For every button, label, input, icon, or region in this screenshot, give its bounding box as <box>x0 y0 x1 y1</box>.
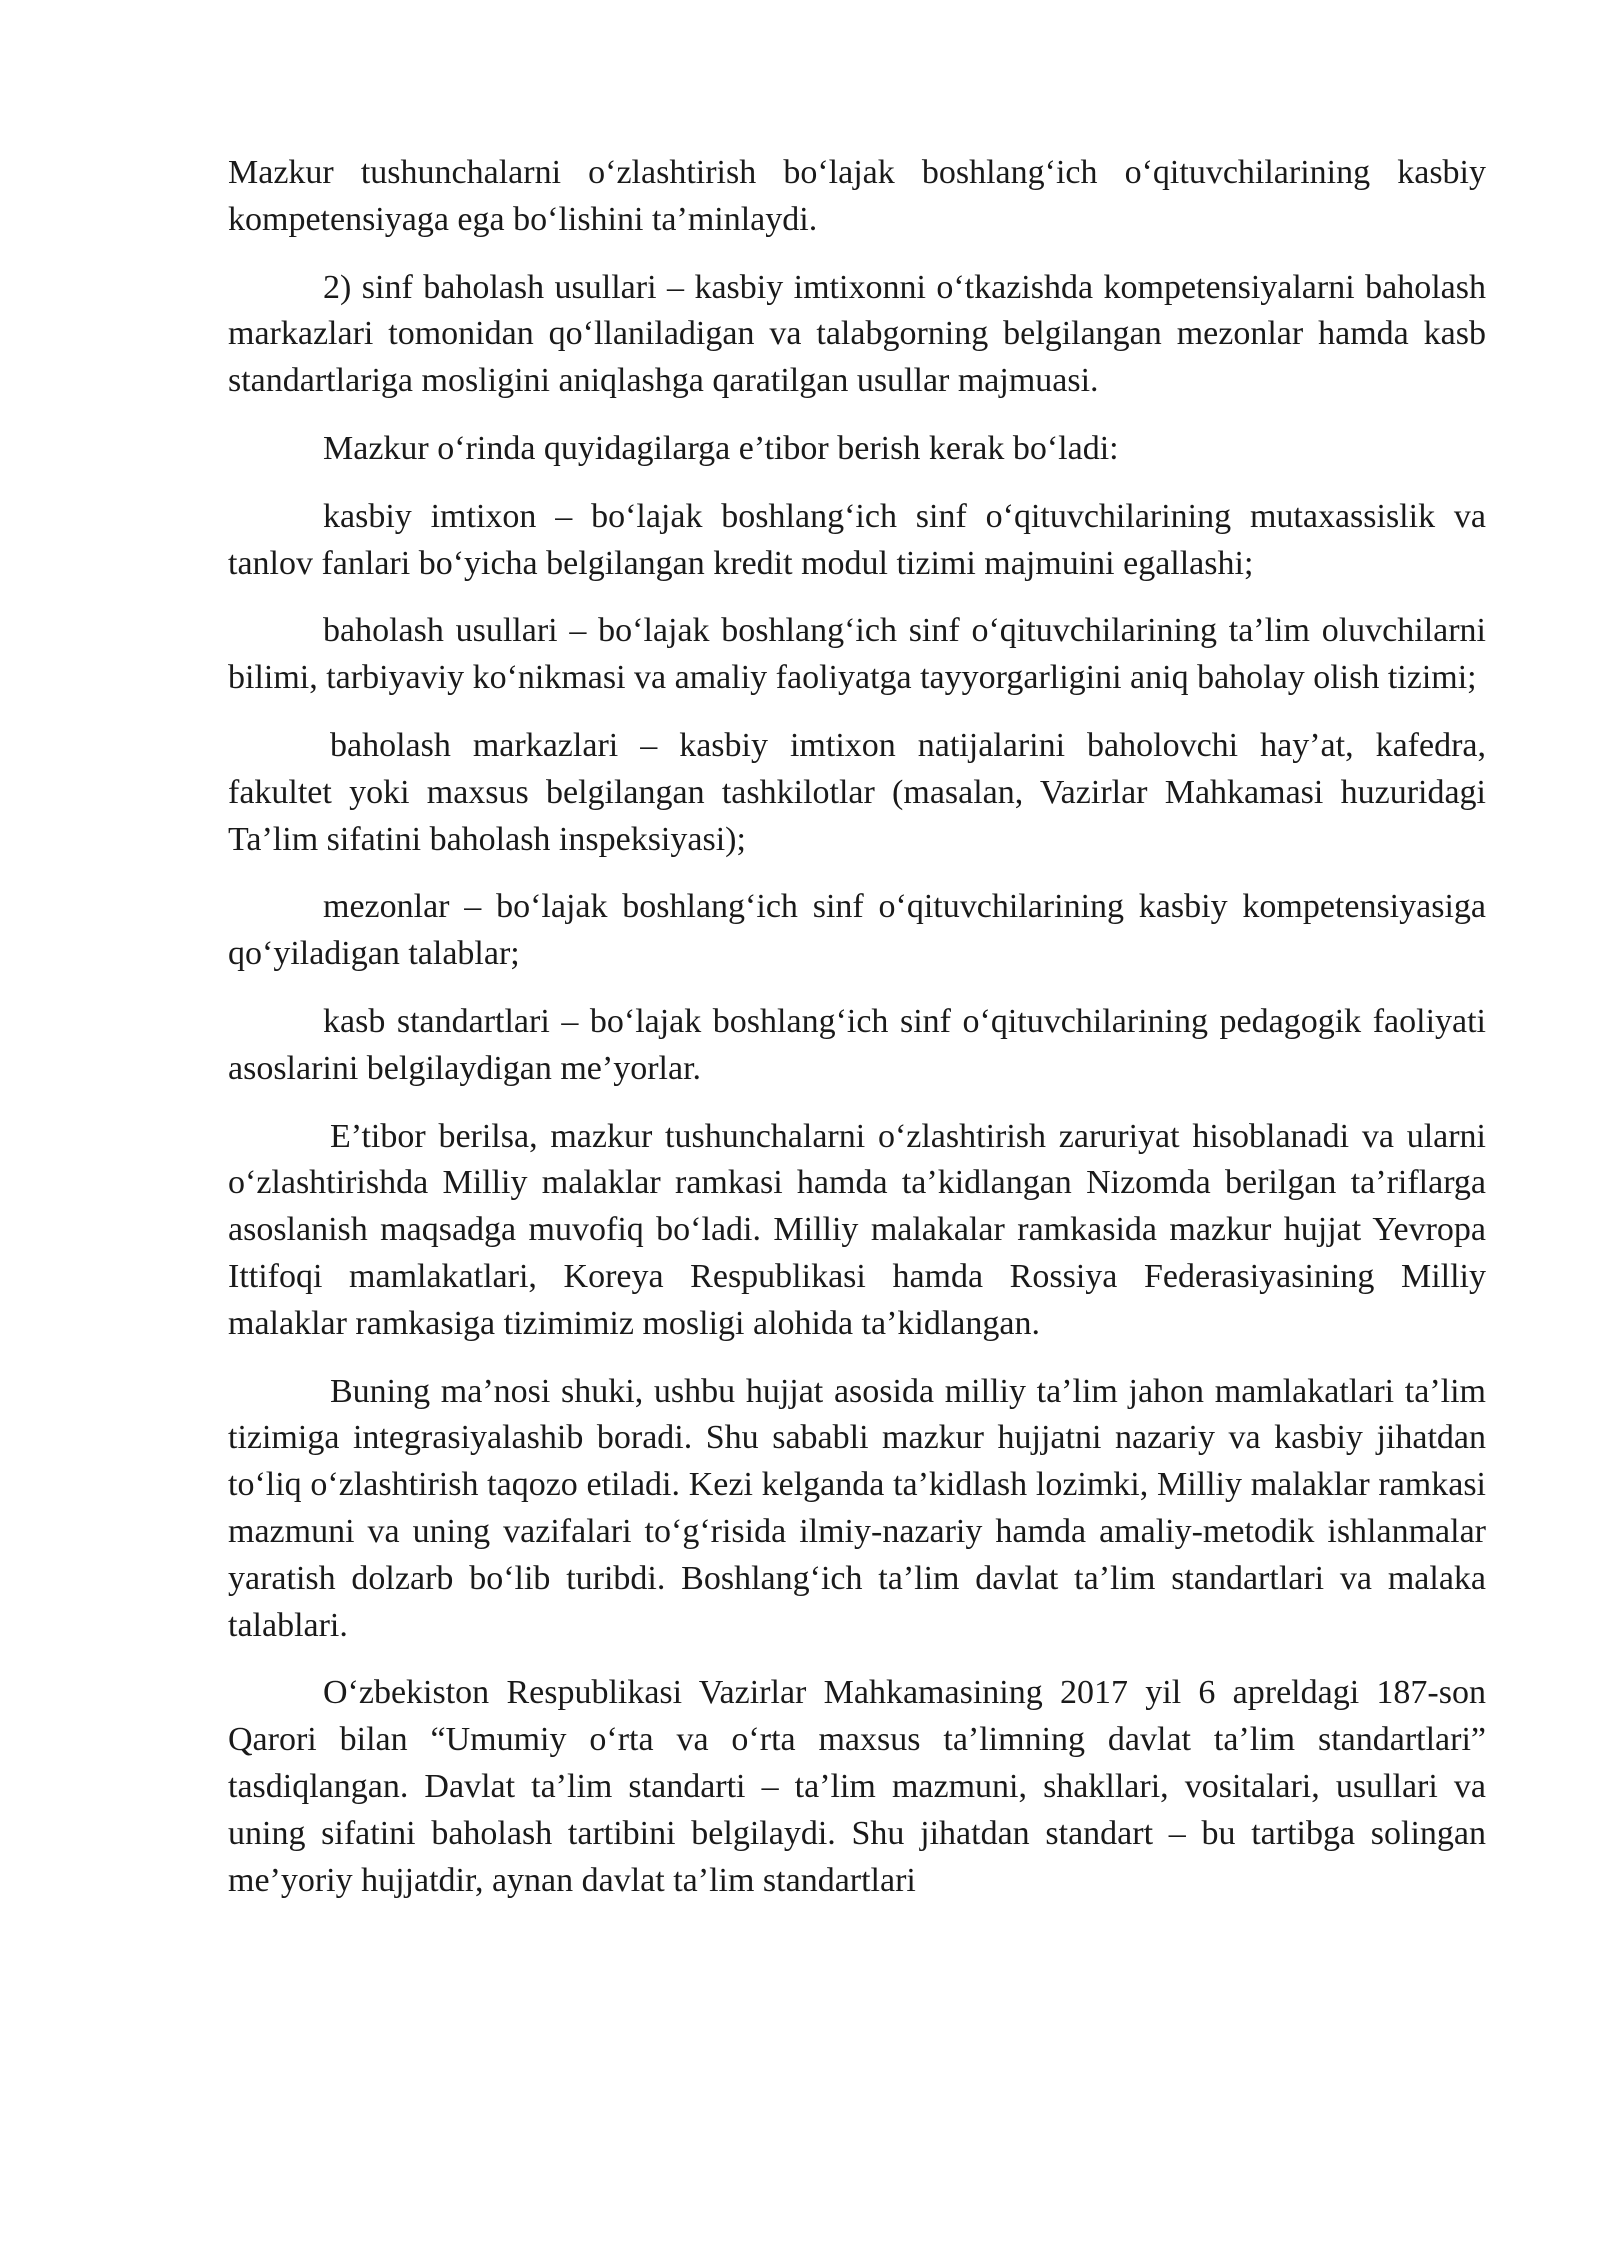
paragraph-national-framework: E’tibor berilsa, mazkur tushunchalarni o‘zlashtirish zaruriyat hisoblanadi va ularni o‘zlashtirishda Milliy malaklar ramkasi hamda ta’kidlangan Nizomda berilgan ta’riflarga asoslanish maqsadga muvofiq bo‘ladi. Milliy malakalar ramkasida mazkur hujjat Yevropa Ittifoqi mamlakatlari, Koreya Respublikasi hamda Rossiya Federasiyasining Milliy malaklar ramkasiga tizimimiz mosligi alohida ta’kidlangan. <box>228 1117 1486 1342</box>
paragraph-professional-exam: kasbiy imtixon – bo‘lajak boshlang‘ich sinf o‘qituvchilarining mutaxassislik va tanlov fanlari bo‘yicha belgilangan kredit modul tizimi majmuini egallashi; <box>228 497 1486 582</box>
paragraph-criteria: mezonlar – bo‘lajak boshlang‘ich sinf o‘qituvchilarining kasbiy kompetensiyasiga qo‘yiladigan talablar; <box>228 888 1486 973</box>
paragraph-competence-intro: Mazkur tushunchalarni o‘zlashtirish bo‘lajak boshlang‘ich o‘qituvchilarining kasbiy kompetensiyaga ega bo‘lishini ta’minlaydi. <box>228 154 1486 238</box>
paragraph-assessment-usage: baholash usullari – bo‘lajak boshlang‘ich sinf o‘qituvchilarining ta’lim oluvchilarni bilimi, tarbiyaviy ko‘nikmasi va amaliy faoliyatga tayyorgarligini aniq baholay olish tizimi; <box>228 612 1486 697</box>
paragraph-professional-standards: kasb standartlari – bo‘lajak boshlang‘ich sinf o‘qituvchilarining pedagogik faoliyati asoslarini belgilaydigan me’yorlar. <box>228 1002 1486 1087</box>
paragraph-assessment-methods: 2) sinf baholash usullari – kasbiy imtixonni o‘tkazishda kompetensiyalarni baholash markazlari tomonidan qo‘llaniladigan va talabgorning belgilangan mezonlar hamda kasb standartlariga mosligini aniqlashga qaratilgan usullar majmuasi. <box>228 268 1486 400</box>
paragraph-state-standards: O‘zbekiston Respublikasi Vazirlar Mahkamasining 2017 yil 6 apreldagi 187-son Qarori bilan “Umumiy o‘rta va o‘rta maxsus ta’limning davlat ta’lim standartlari” tasdiqlangan. Davlat ta’lim standarti – ta’lim mazmuni, shakllari, vositalari, usullari va uning sifatini baholash tartibini belgilaydi. Shu jihatdan standart – bu tartibga solingan me’yoriy hujjatdir, aynan davlat ta’lim standartlari <box>228 1674 1486 1899</box>
paragraph-attention-note: Mazkur o‘rinda quyidagilarga e’tibor berish kerak bo‘ladi: <box>323 429 1119 467</box>
paragraph-integration-meaning: Buning ma’nosi shuki, ushbu hujjat asosida milliy ta’lim jahon mamlakatlari ta’lim tizimiga integrasiyalashib boradi. Shu sababli mazkur hujjatni nazariy va kasbiy jihatdan to‘liq o‘zlashtirish taqozo etiladi. Kezi kelganda ta’kidlash lozimki, Milliy malaklar ramkasi mazmuni va uning vazifalari to‘g‘risida ilmiy-nazariy hamda amaliy-metodik ishlanmalar yaratish dolzarb bo‘lib turibdi. Boshlang‘ich ta’lim davlat ta’lim standartlari va malaka talablari. <box>228 1372 1486 1644</box>
document-body <box>228 150 1486 1904</box>
paragraph-assessment-centers: baholash markazlari – kasbiy imtixon natijalarini baholovchi hay’at, kafedra, fakultet yoki maxsus belgilangan tashkilotlar (masalan, Vazirlar Mahkamasi huzuridagi Ta’lim sifatini baholash inspeksiyasi); <box>228 726 1486 858</box>
